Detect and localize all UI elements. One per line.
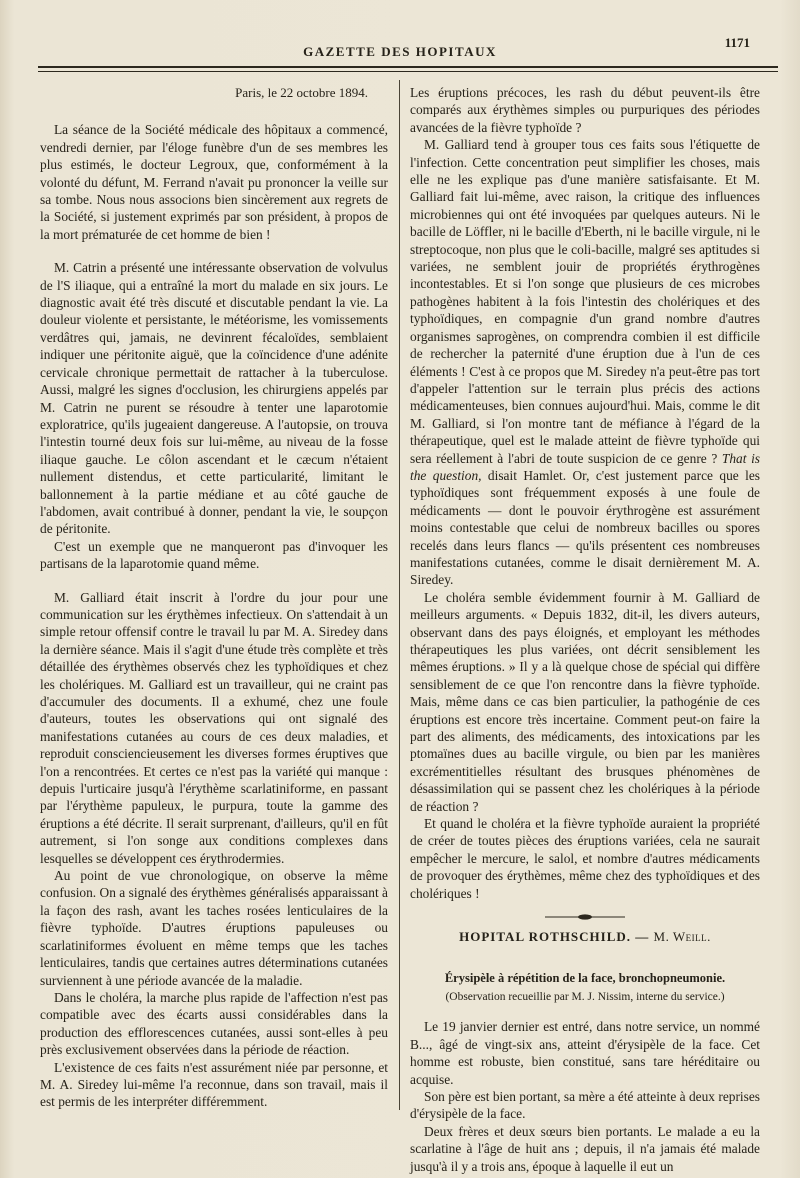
section-ornament (545, 914, 625, 920)
paragraph-legroux-eulogy: La séance de la Société médicale des hôpitaux a commencé, vendredi dernier, par l'éloge funèbre d'un de ses membres les plus estimés, le docteur Legroux, que, conformément à la volonté du défunt, M. Ferrand n'avait pu prononcer la veille sur sa tombe. Nous nous associons bien sincèrement aux regrets de la Société, si justement exprimés par son président, à propos de la mort prématurée de cet homme de bien ! (40, 122, 388, 242)
paragraph-cholera-arguments: Le choléra semble évidemment fournir à M. Galliard de meilleurs arguments. « Depuis 1832, dit-il, les divers auteurs, observant dans des pays éloignés, et employant les méthodes thérapeutiques les plus variées, ont décrit sensiblement les mêmes éruptions. » Il y a là quelque chose de spécial qui diffère sensiblement de ce que l'on rencontre dans la fièvre typhoïde. Mais, même dans ce cas bien particulier, la pathogénie de ces éruptions est encore très incertaine. Comment peut-on faire la part des aliments, des médicaments, des intoxications par les ptomaïnes dues au bacille virgule, ou bien par les manières excrémentitielles résultant des brusques phénomènes de désassimilation qui se passent chez les cholériques à la période de réaction ? (410, 589, 760, 814)
paragraph-existence: L'existence de ces faits n'est assurément niée par personne, et M. A. Siredey lui-même l'a reconnue, dans son travail, mais il est permis de les interpréter différemment. (40, 1059, 388, 1110)
hamlet-quote: That is the question, (410, 450, 761, 483)
column-divider (399, 80, 400, 1110)
paragraph-chronology: Au point de vue chronologique, on observe la même confusion. On a signalé des érythèmes généralisés apparaissant à la façon des rash, avant les taches rosées lenticulaires de la fièvre typhoïde. D'autres éruptions papuleuses ou scarlatiniformes évoluent en même temps que les taches lenticulaires, tandis que certaines autres déterminations cutanées surviennent à une période avancée de la maladie. (40, 868, 388, 988)
case-title: Érysipèle à répétition de la face, bronchopneumonie. (444, 970, 726, 985)
paragraph-family-father: Son père est bien portant, sa mère a été atteinte à deux reprises d'érysipèle de la face. (410, 1088, 760, 1122)
paragraph-early-eruptions: Les éruptions précoces, les rash du début peuvent-ils être comparés aux érythèmes simples ou purpuriques des périodes avancées de la fièvre typhoïde ? (410, 85, 760, 135)
hospital-author: M. Weill. (653, 929, 711, 945)
right-column (410, 84, 760, 1175)
section-gap (40, 243, 388, 259)
case-note: (Observation recueillie par M. J. Nissim, interne du service.) (445, 990, 725, 1003)
paragraph-conclusion: Et quand le choléra et la fièvre typhoïde auraient la propriété de créer de toutes pièces des éruptions variées, cela ne saurait empêcher le mercure, le salol, et nombre d'autres médicaments de provoquer des érythèmes, même chez des typhoïdiques et des cholériques ! (410, 816, 760, 901)
hospital-dash: — (635, 929, 650, 945)
paragraph-infection-text: M. Galliard tend à grouper tous ces faits sous l'étiquette de l'infection. Cette concentration peut simplifier les choses, mais elle ne les explique pas d'une manière satisfaisante. Et M. Galliard fait lui-même, avec raison, la critique des influences microbiennes qui ont été invoquées par quelques auteurs. Ni le bacille de Löffler, ni le bacille d'Eberth, ni le bacille virgule, ni le streptocoque, non plus que le coli-bacille, malgré ses aptitudes si variées, ne semblent jouir de propriétés érythrogènes incontestables. Et si l'on songe que plusieurs de ces microbes pathogènes habitent à la fois l'intestin des cholériques et des typhoïdiques, en compagnie d'un grand nombre d'autres organismes saprogènes, on comprendra combien il est difficile de rechercher la paternité d'une éruption due à l'un de ces éléments ! C'est à ce propos que M. Siredey n'a peut-être pas tort d'appeler l'attention sur le terrain plus précis des actions médicamenteuses, bien connues aujourd'hui. Mais, comme le dit M. Galliard, si l'on montre tant de méfiance à l'égard de la thérapeutique, quel est le malade atteint de fièvre typhoïde qui sera réellement à l'abri de toute suspicion de ce genre ? (410, 137, 760, 466)
paragraph-admission: Le 19 janvier dernier est entré, dans notre service, un nommé B..., âgé de vingt-six ans, atteint d'érysipèle de la face. Cet homme est robuste, bien constitué, sans tare héréditaire ou acquise. (410, 1019, 760, 1087)
running-head-title: GAZETTE DES HOPITAUX (303, 44, 497, 59)
paragraph-family-siblings: Deux frères et deux sœurs bien portants. Le malade a eu la scarlatine à l'âge de huit ans ; depuis, il n'a jamais été malade jusqu'à il y a trois ans, époque à laquelle il eut un (410, 1123, 760, 1174)
dateline: Paris, le 22 octobre 1894. (235, 85, 368, 100)
hospital-heading (410, 928, 760, 945)
paragraph-laparotomy: C'est un exemple que ne manqueront pas d'invoquer les partisans de la laparotomie quand même. (40, 538, 388, 572)
paragraph-infection (410, 136, 760, 589)
page-number: 1171 (724, 35, 750, 50)
header-rule-thick (38, 66, 778, 68)
paragraph-infection-tail: disait Hamlet. Or, c'est justement parce que les typhoïdiques sont fréquemment exposés à une foule de médicaments — dont le pouvoir érythrogène est assurément moins contestable que celui de nombreux bacilles ou spores recelés dans leurs flancs — qu'ils présentent ces nombreuses manifestations cutanées, comme le disait dernièrement M. A. Siredey. (410, 467, 760, 588)
paragraph-cholera: Dans le choléra, la marche plus rapide de l'affection n'est pas compatible avec des écarts aussi considérables dans la production des efflorescences cutanées, aussi sont-elles à peu près exclusivement observées dans la période de réaction. (40, 989, 388, 1058)
paragraph-catrin-volvulus: M. Catrin a présenté une intéressante observation de volvulus de l'S iliaque, qui a entraîné la mort du malade en six jours. Le diagnostic avait été très discuté et discutable pendant la vie. La douleur violente et persistante, le météorisme, les vomissements verdâtres qui, jamais, ne devinrent fécaloïdes, semblaient indiquer une péritonite aiguë, que la coïncidence d'une adénite cervicale chronique permettait de rattacher à la tuberculose. Aussi, malgré les signes d'occlusion, les chirurgiens appelés par M. Catrin ne purent se résoudre à tenter une laparotomie exploratrice, qu'ils jugeaient dangereuse. A l'autopsie, on trouva l'intestin tourné deux fois sur lui-même, au niveau de la fosse iliaque gauche. Le côlon ascendant et le cæcum n'étaient nullement distendus, et cette particularité, limitant le ballonnement à la partie médiane et au côté gauche de l'abdomen, avait contribué à donner, pendant la vie, le soupçon de péritonite. (40, 260, 388, 537)
paragraph-galliard-erythemes: M. Galliard était inscrit à l'ordre du jour pour une communication sur les érythèmes infectieux. On s'attendait à un simple retour offensif contre le travail lu par M. A. Siredey dans la dernière séance. Mais il s'agit d'une étude très complète et très détaillée des érythèmes observés chez les typhoïdiques et chez les cholériques. M. Galliard est un travailleur, qui ne craint pas d'accumuler des documents. Il a exhumé, chez une foule d'auteurs, toutes les observations qui ont signalé des manifestations cutanées au cours de ces deux maladies, et reproduit consciencieusement les diverses formes éruptives que l'on a rencontrées. Et certes ce n'est pas la variété qui manque : depuis l'urticaire jusqu'à l'érythème scarlatiniforme, en passant par l'érythème papuleux, le purpura, toute la gamme des éruptions a été décrite. Il serait surprenant, d'ailleurs, qu'il en fût autrement, si l'on songe aux conditions complexes dans lesquelles se développent ces érythrodermies. (40, 589, 388, 866)
hospital-name: HOPITAL ROTHSCHILD. (459, 929, 632, 945)
left-column (40, 84, 388, 1111)
section-gap (40, 573, 388, 589)
header-rule-thin (38, 71, 778, 72)
